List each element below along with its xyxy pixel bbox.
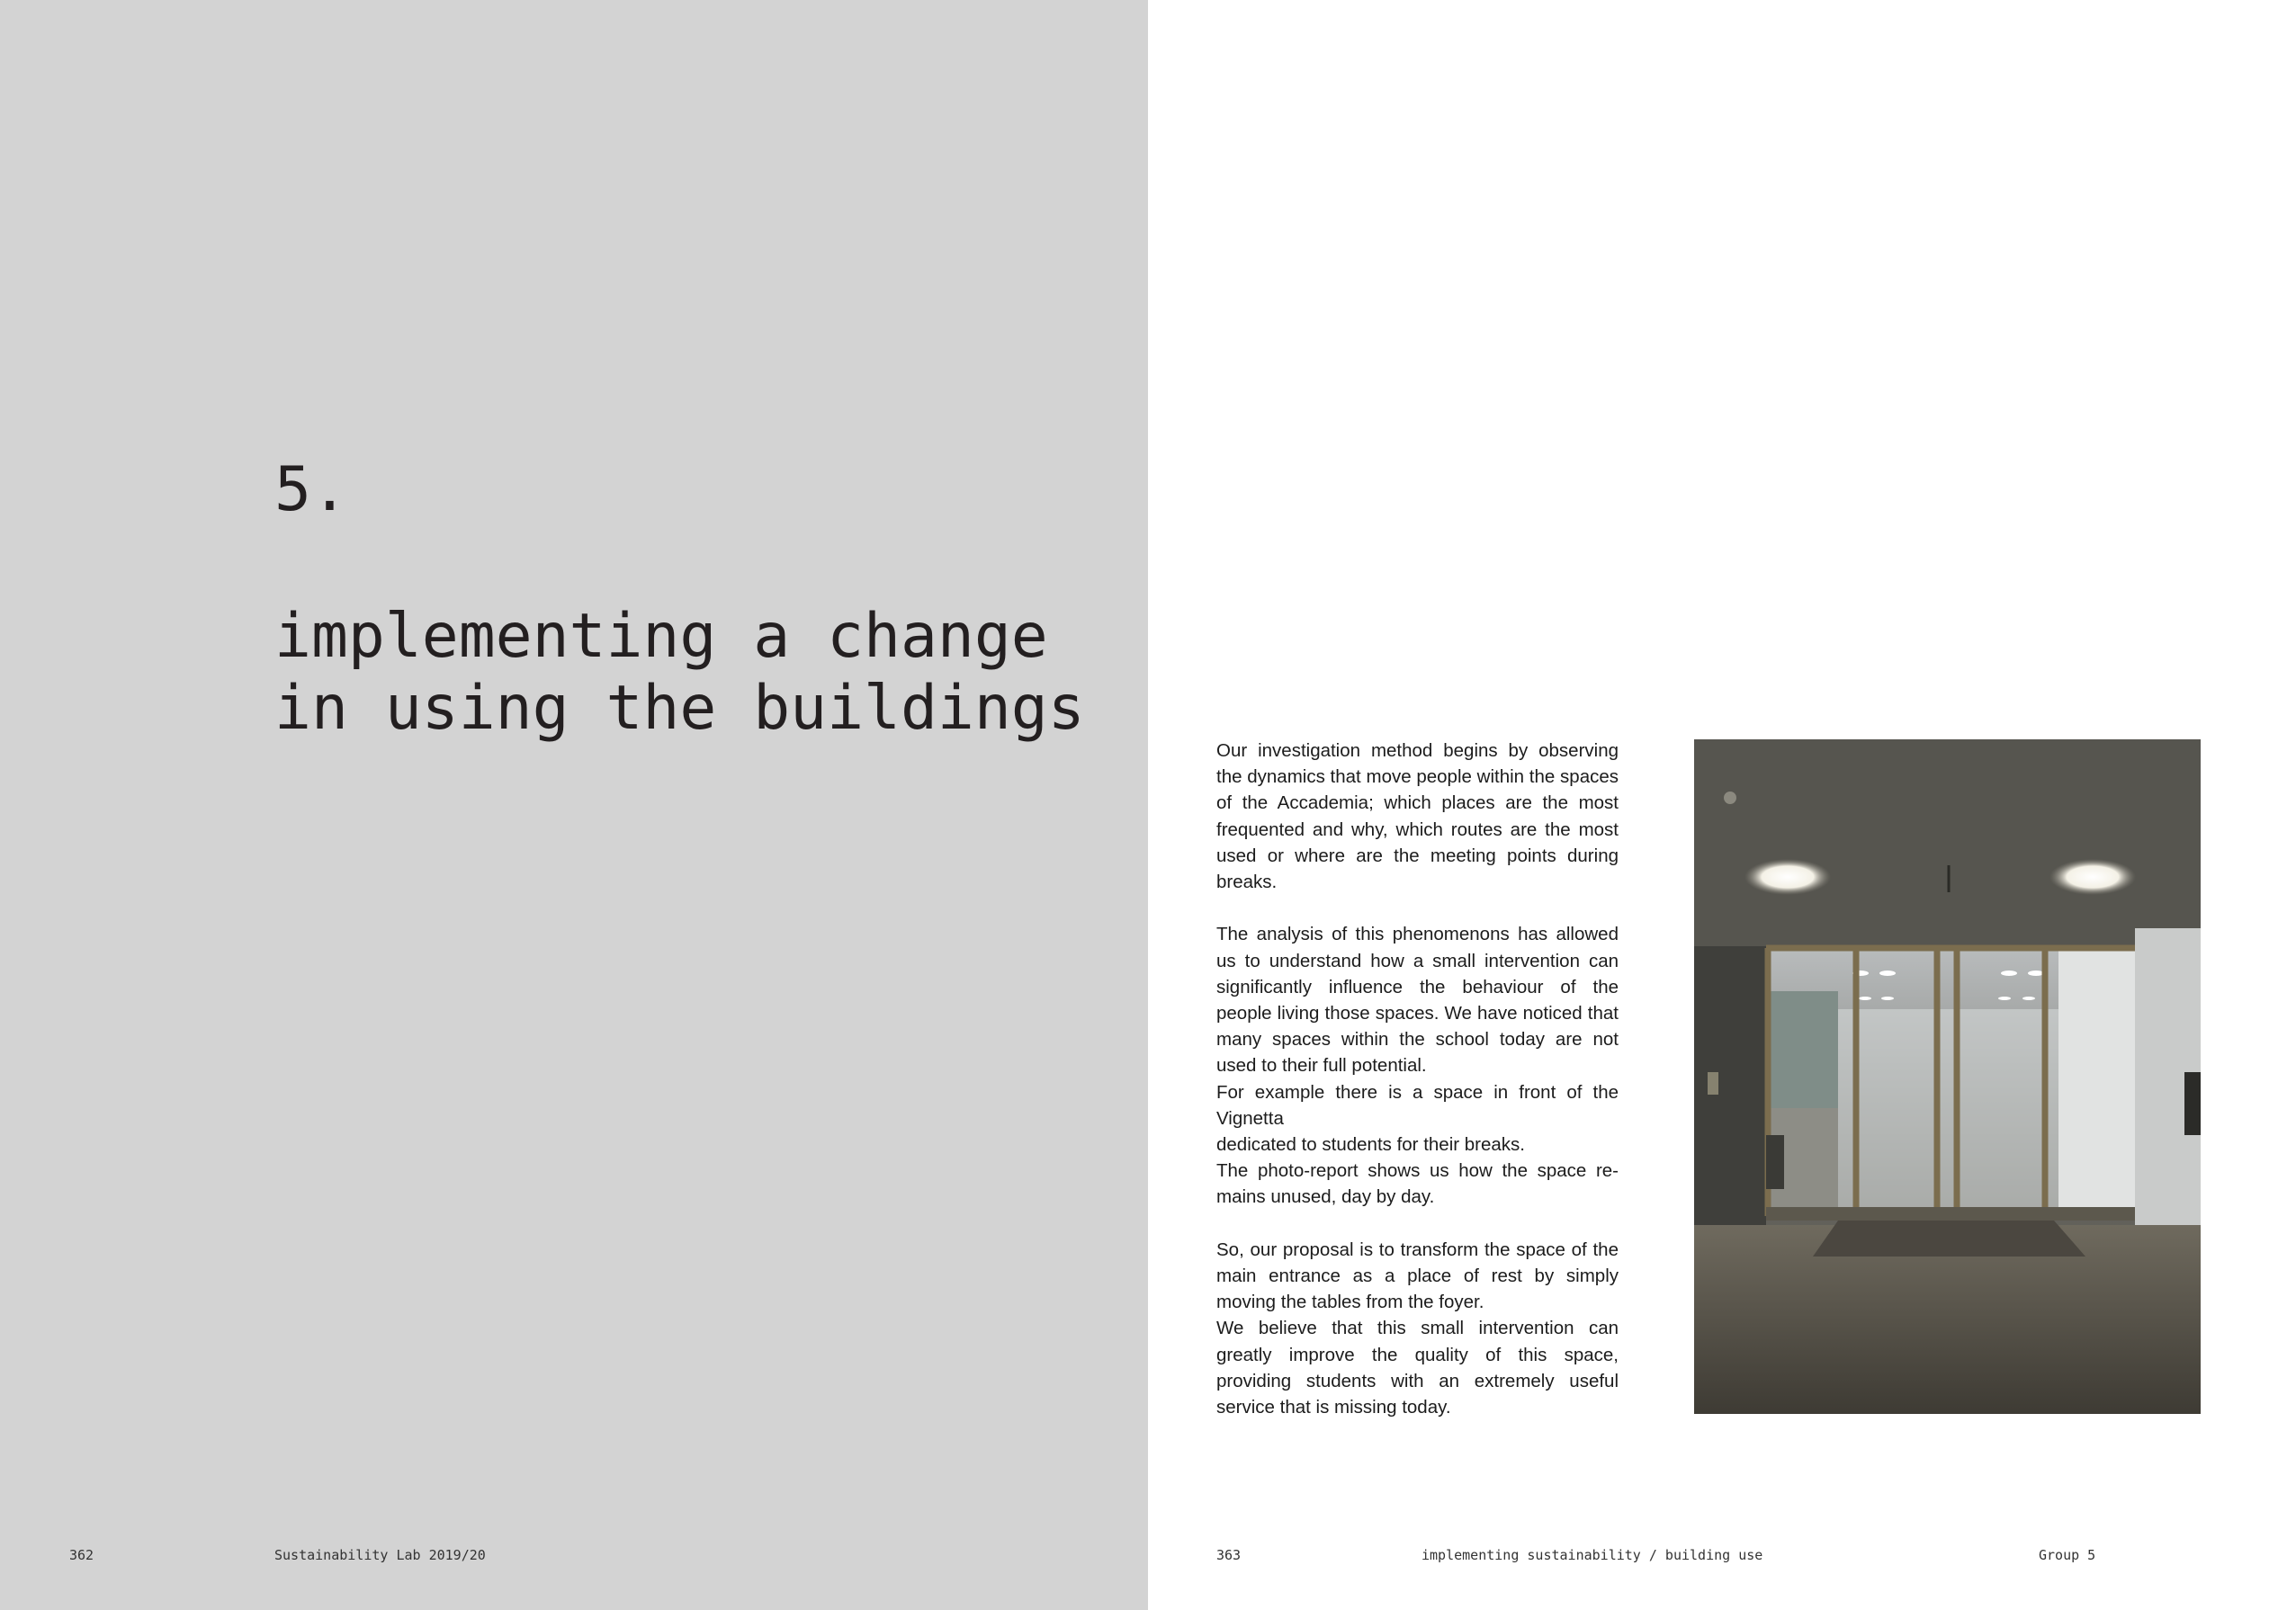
body-line: So, our proposal is to transform the space of the main entrance as a place of rest by simply moving the tables from the foyer. (1216, 1239, 1619, 1313)
body-line: For example there is a space in front of the Vignetta (1216, 1081, 1619, 1129)
entrance-photo (1694, 739, 2201, 1414)
body-line: The analysis of this phenomenons has allowed us to understand how a small intervention can significantly influence the behaviour of the people living those spaces. We have noticed that many spaces within the school today are not used to their full potential. (1216, 924, 1619, 1077)
right-footer-group: Group 5 (2039, 1547, 2096, 1563)
chapter-title-line: implementing a change (274, 601, 1048, 672)
body-paragraph (1216, 921, 1619, 1210)
body-line: We believe that this small intervention can greatly improve the quality of this space, providing students with an extremely useful service that is missing today. (1216, 1318, 1619, 1418)
chapter-title-line: in using the buildings (274, 673, 1085, 744)
left-footer-publication: Sustainability Lab 2019/20 (274, 1547, 486, 1563)
body-line: Our investigation method begins by observing the dynamics that move people within the spaces of the Accademia; which places are the most frequented and why, which routes are the most used or where are the meeting points during breaks. (1216, 740, 1619, 893)
body-paragraph (1216, 738, 1619, 895)
chapter-number: 5. (274, 454, 348, 525)
body-line: The photo-report shows us how the space re-mains unused, day by day. (1216, 1160, 1619, 1208)
chapter-title (274, 601, 1085, 745)
left-page-number: 362 (69, 1547, 94, 1563)
body-text (1216, 738, 1619, 1420)
body-paragraph (1216, 1237, 1619, 1420)
body-line: dedicated to students for their breaks. (1216, 1134, 1526, 1156)
right-page-number: 363 (1216, 1547, 1242, 1563)
right-footer-section: implementing sustainability / building use (1422, 1547, 1763, 1563)
